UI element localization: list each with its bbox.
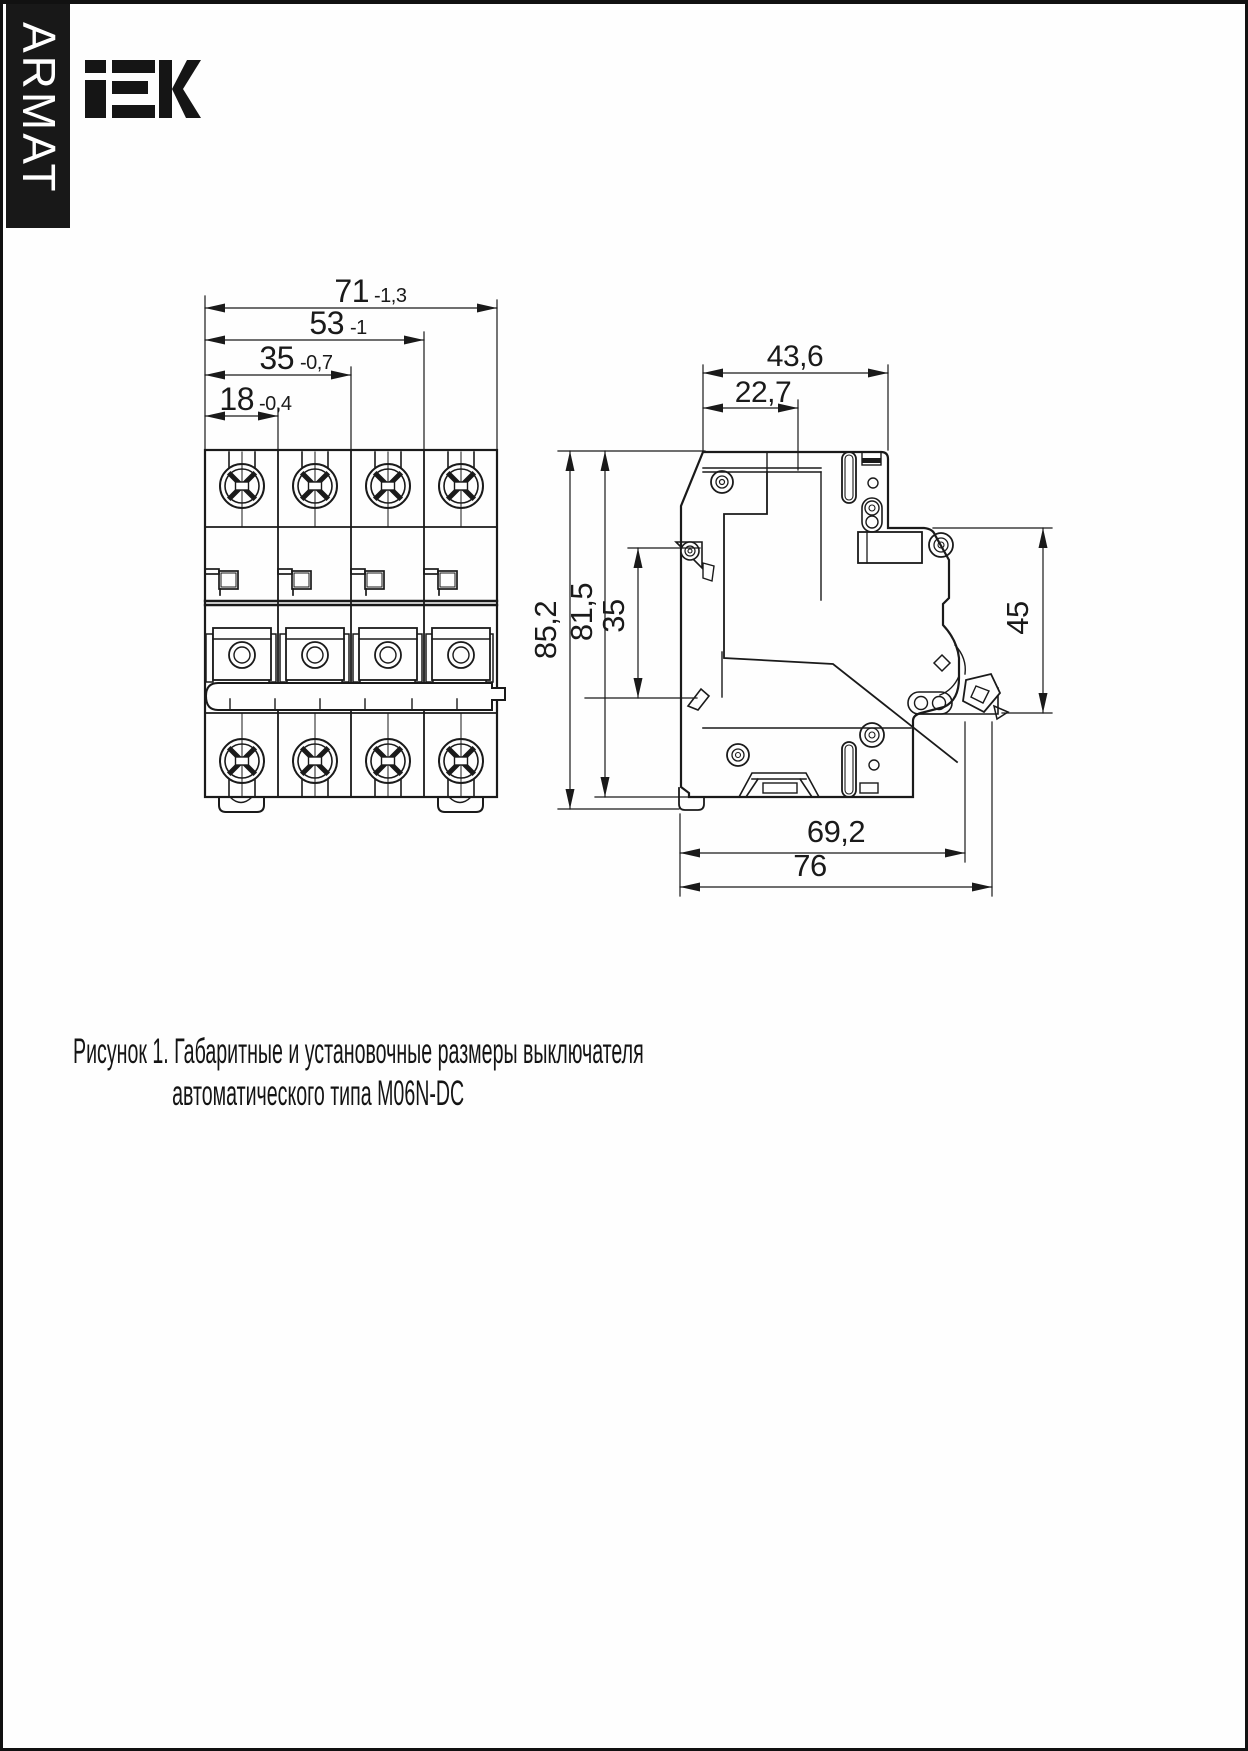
dim-rear-height: 45 [1000, 601, 1035, 635]
mounting-tabs [219, 797, 483, 812]
dim-height-total: 85,2 [528, 600, 563, 660]
dim-front-total: 71 [334, 273, 369, 309]
figure-caption-line1: Рисунок 1. Габаритные и установочные размеры выключателя [73, 1032, 644, 1071]
bottom-screw-right [860, 723, 884, 747]
dim-front-2mod: 35 [259, 340, 294, 376]
figure-caption-line2: автоматического типа M06N-DC [172, 1074, 465, 1113]
dim-rail-window: 35 [596, 599, 631, 633]
dim-bottom-depth-total: 76 [793, 848, 827, 883]
bottom-screw-left [727, 744, 749, 766]
dim-front-1mod: 18 [219, 381, 254, 417]
armat-vertical-label: ARMAT [13, 22, 65, 195]
front-wedge-tab [688, 689, 709, 710]
dimension-lines [205, 296, 1052, 896]
side-body-outline [681, 452, 959, 797]
dim-front-total-tol: -1,3 [374, 285, 407, 307]
din-clip-slot-bottom [842, 742, 856, 797]
side-screw-top [711, 471, 733, 493]
dim-height-body: 81,5 [564, 582, 599, 642]
dim-side-top-depth: 43,6 [766, 340, 824, 373]
dim-front-1mod-tol: -0,4 [259, 393, 292, 415]
toggle-levers [205, 569, 457, 595]
dim-front-3mod: 53 [309, 305, 344, 341]
dim-front-2mod-tol: -0,7 [300, 352, 333, 374]
dim-front-3mod-tol: -1 [350, 317, 367, 339]
side-foot [679, 788, 704, 810]
handle-tie-bar [206, 683, 505, 710]
dim-side-top-inner: 22,7 [734, 376, 792, 409]
dimension-arrows [205, 304, 1048, 892]
dim-bottom-depth: 69,2 [806, 814, 866, 849]
inner-contour [724, 472, 957, 762]
din-rail-profile [739, 773, 819, 797]
din-clip-slot-top [842, 452, 856, 503]
rear-terminal-block [858, 532, 922, 563]
side-view [676, 452, 1008, 810]
rear-rivet-slot [862, 498, 882, 532]
figure-caption [73, 1031, 644, 1115]
front-view [205, 450, 505, 812]
